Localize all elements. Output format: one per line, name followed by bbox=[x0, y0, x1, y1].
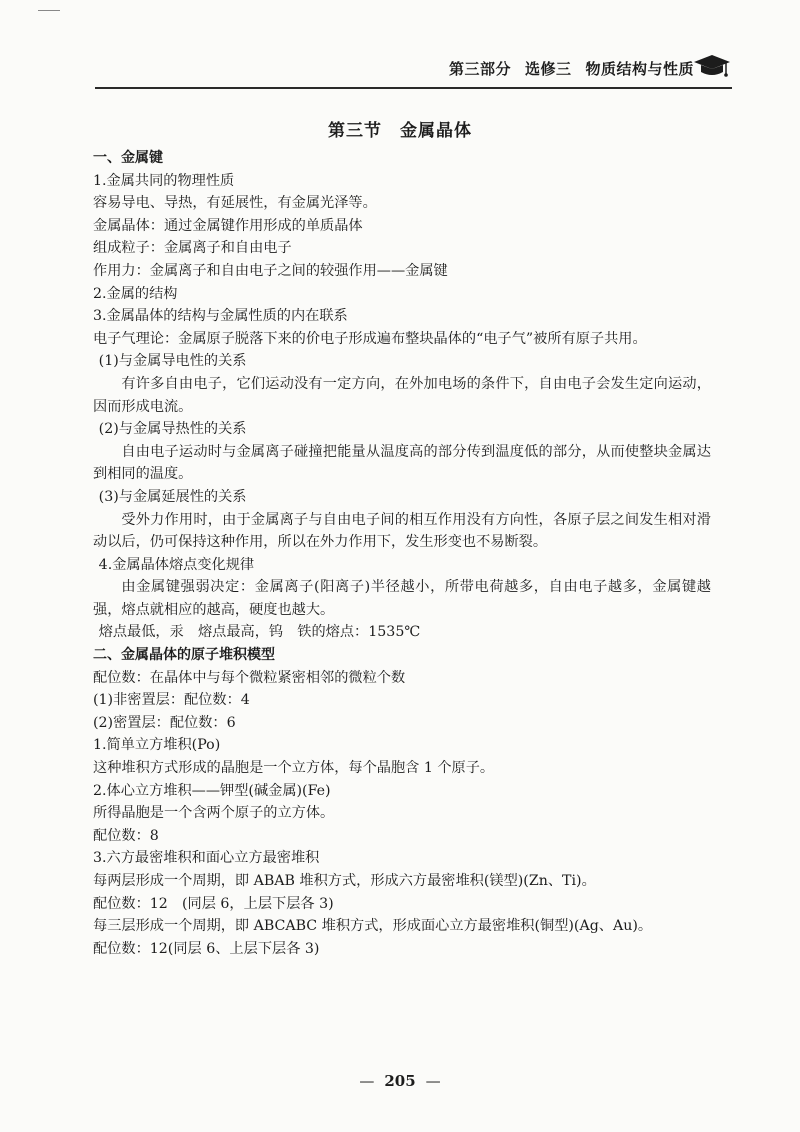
page-number bbox=[0, 1072, 800, 1090]
paragraph: 受外力作用时，由于金属离子与自由电子间的相互作用没有方向性，各原子层之间发生相对滑动以后，仍可保持这种作用，所以在外力作用下，发生形变也不易断裂。 bbox=[93, 511, 711, 551]
corner-mark bbox=[38, 10, 60, 11]
header-rule bbox=[95, 87, 732, 89]
text-line: 每三层形成一个周期，即 ABCABC 堆积方式，形成面心立方最密堆积(铜型)(Ag、Au)。 bbox=[93, 918, 653, 935]
text-line: 组成粒子：金属离子和自由电子 bbox=[93, 240, 292, 257]
text-line: 配位数：8 bbox=[93, 827, 159, 844]
text-line: 金属晶体：通过金属键作用形成的单质晶体 bbox=[93, 217, 363, 234]
heading-metal-bond: 一、金属键 bbox=[93, 150, 163, 166]
header-part: 第三部分 bbox=[448, 60, 511, 78]
text-line: 每两层形成一个周期，即 ABAB 堆积方式，形成六方最密堆积(镁型)(Zn、Ti)。 bbox=[93, 873, 596, 889]
subheading: (1)与金属导电性的关系 bbox=[98, 353, 247, 370]
text-line: 容易导电、导热，有延展性，有金属光泽等。 bbox=[93, 195, 377, 212]
paragraph: 自由电子运动时与金属离子碰撞把能量从温度高的部分传到温度低的部分，从而使整块金属达到相同的温度。 bbox=[93, 443, 711, 483]
header-elective: 选修三 bbox=[524, 60, 572, 78]
content-body bbox=[93, 147, 711, 960]
subheading: 3.金属晶体的结构与金属性质的内在联系 bbox=[93, 308, 348, 325]
dash-right: — bbox=[425, 1072, 441, 1090]
text-line: 电子气理论：金属原子脱落下来的价电子形成遍布整块晶体的“电子气”被所有原子共用。 bbox=[93, 330, 647, 347]
text-line: (2)密置层：配位数：6 bbox=[93, 714, 236, 731]
subheading: 2.体心立方堆积——钾型(碱金属)(Fe) bbox=[93, 782, 331, 799]
subheading: (3)与金属延展性的关系 bbox=[98, 488, 247, 505]
subheading: 4.金属晶体熔点变化规律 bbox=[98, 556, 255, 573]
heading-stacking-model: 二、金属晶体的原子堆积模型 bbox=[93, 647, 275, 664]
page-header bbox=[95, 40, 732, 92]
section-title: 第三节 金属晶体 bbox=[328, 121, 472, 141]
text-line: 这种堆积方式形成的晶胞是一个立方体，每个晶胞含 1 个原子。 bbox=[93, 760, 495, 777]
graduation-cap-icon bbox=[692, 52, 732, 80]
dash-left: — bbox=[359, 1072, 375, 1090]
text-line: 配位数：12(同层 6、上层下层各 3) bbox=[93, 940, 320, 957]
header-text bbox=[435, 58, 694, 79]
text-line: 所得晶胞是一个含两个原子的立方体。 bbox=[93, 805, 335, 822]
text-line: (1)非密置层：配位数：4 bbox=[93, 692, 250, 709]
subheading: 1.简单立方堆积(Po) bbox=[93, 737, 221, 754]
subheading: 1.金属共同的物理性质 bbox=[93, 172, 235, 189]
page-number-value: 205 bbox=[384, 1072, 416, 1090]
text-line: 配位数：在晶体中与每个微粒紧密相邻的微粒个数 bbox=[93, 669, 406, 686]
paragraph: 由金属键强弱决定：金属离子(阳离子)半径越小，所带电荷越多，自由电子越多，金属键越强，熔点就相应的越高，硬度也越大。 bbox=[93, 579, 711, 618]
header-subject: 物质结构与性质 bbox=[585, 60, 694, 78]
text-line: 熔点最低，汞 熔点最高，钨 铁的熔点：1535℃ bbox=[98, 624, 421, 641]
subheading: (2)与金属导热性的关系 bbox=[98, 421, 247, 438]
subheading: 2.金属的结构 bbox=[93, 285, 178, 302]
text-line: 配位数：12 (同层 6，上层下层各 3) bbox=[93, 895, 334, 912]
subheading: 3.六方最密堆积和面心立方最密堆积 bbox=[93, 850, 320, 867]
paragraph: 有许多自由电子，它们运动没有一定方向，在外加电场的条件下，自由电子会发生定向运动，因而形成电流。 bbox=[93, 375, 711, 415]
text-line: 作用力：金属离子和自由电子之间的较强作用——金属键 bbox=[93, 262, 448, 279]
